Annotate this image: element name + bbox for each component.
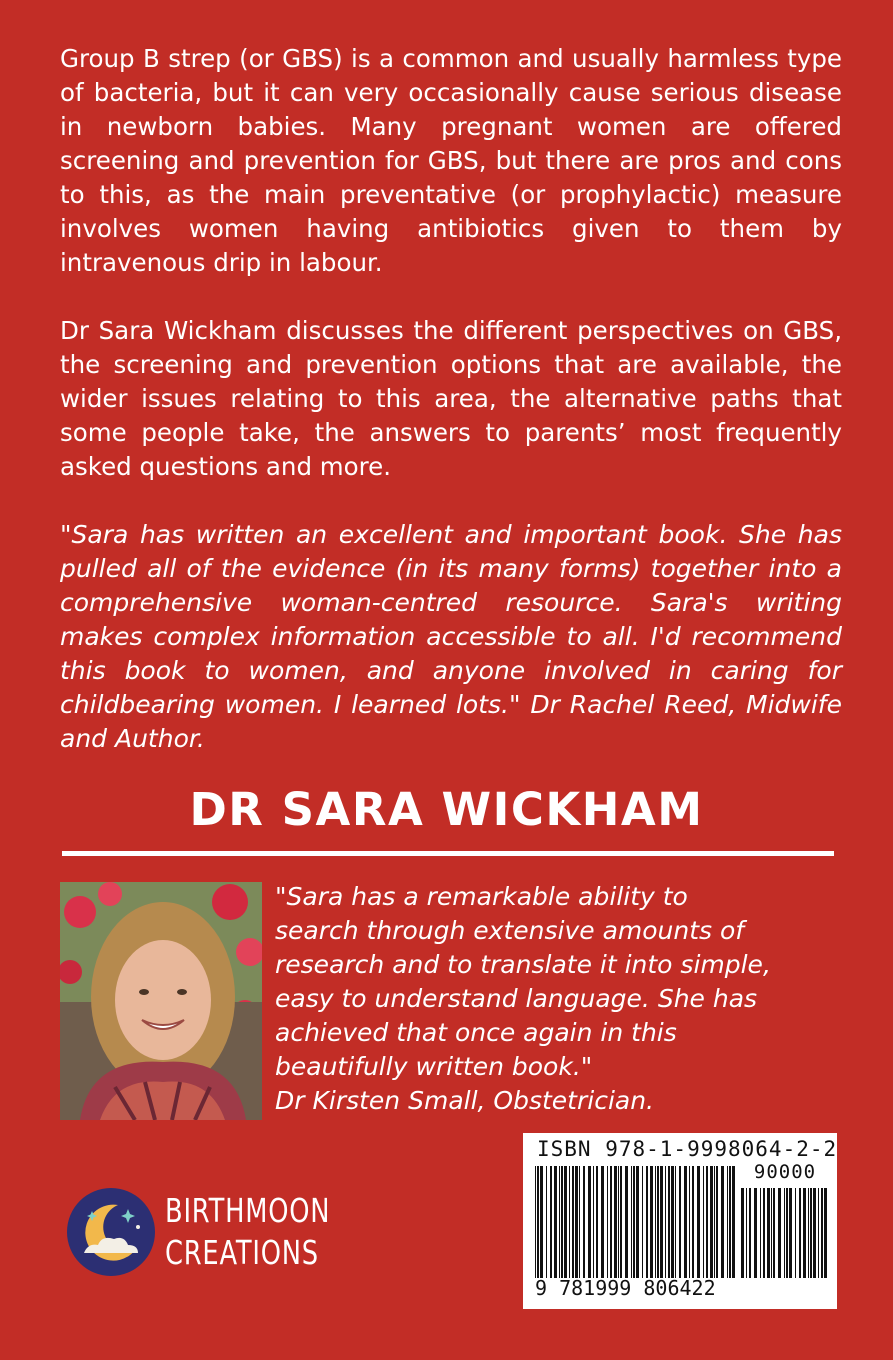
author-photo bbox=[60, 882, 262, 1120]
barcode-digits: 9 781999 806422 bbox=[535, 1276, 716, 1300]
price-barcode bbox=[741, 1188, 829, 1278]
price-code: 90000 bbox=[753, 1161, 817, 1183]
publisher-name-line2: CREATIONS bbox=[165, 1233, 319, 1272]
review-quote-small: "Sara has a remarkable ability to search through extensive amounts of research and to translate it into simple, easy to understand language. She has achieved that once again in this beautifully written book." Dr Kirsten Small, Obstetrician. bbox=[275, 882, 771, 1115]
description-paragraph-2: Dr Sara Wickham discusses the different perspectives on GBS, the screening and prevention options that are available, the wider issues relating to this area, the alternative paths that some people take, the answers to parents’ most frequently asked questions and more. bbox=[60, 316, 842, 481]
isbn-label: ISBN 978-1-9998064-2-2 bbox=[537, 1137, 838, 1161]
barcode-panel bbox=[523, 1133, 837, 1309]
description-paragraph-1: Group B strep (or GBS) is a common and usually harmless type of bacteria, but it can very occasionally cause serious disease in newborn babies. Many pregnant women are offered screening and prevention for GBS, but there are pros and cons to this, as the main preventative (or prophylactic) measure involves women having antibiotics given to them by intravenous drip in labour. bbox=[60, 44, 842, 277]
isbn-barcode bbox=[535, 1166, 735, 1278]
publisher-name-line1: BIRTHMOON bbox=[165, 1191, 331, 1230]
review-quote-reed: "Sara has written an excellent and important book. She has pulled all of the evidence (in its many forms) together into a comprehensive woman-centred resource. Sara's writing makes complex information accessible to all. I'd recommend this book to women, and anyone involved in caring for childbearing women. I learned lots." Dr Rachel Reed, Midwife and Author. bbox=[60, 520, 842, 753]
birthmoon-logo-icon bbox=[66, 1187, 156, 1277]
publisher-name bbox=[165, 1190, 330, 1274]
divider bbox=[62, 851, 834, 856]
author-name-heading: DR SARA WICKHAM bbox=[189, 783, 704, 836]
